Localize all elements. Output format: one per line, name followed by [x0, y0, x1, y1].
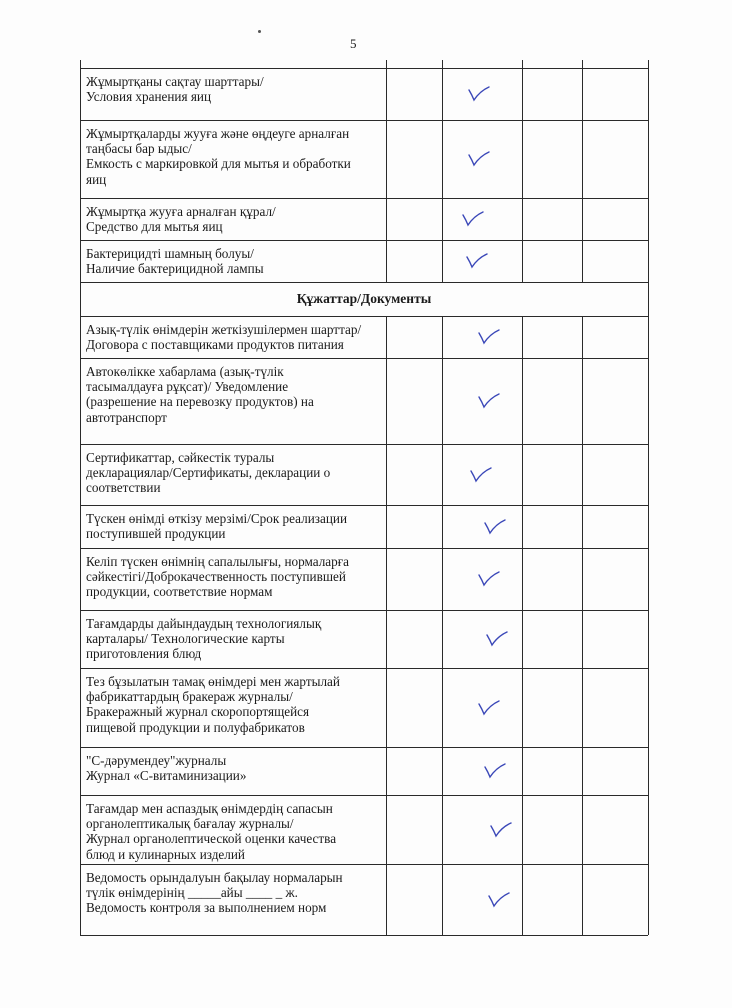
checkmark-icon [484, 519, 506, 535]
requirement-text: Тағамдарды дайындаудың технологиялық карталары/ Технологические карты приготовления блюд [86, 616, 322, 662]
page-number: 5 [350, 36, 357, 51]
table-rule [80, 316, 648, 317]
checkmark-icon [478, 393, 500, 409]
table-rule [582, 316, 583, 935]
table-rule [80, 935, 648, 936]
requirement-text: Ведомость орындалуын бақылау нормаларын түлік өнімдерінің _____айы ____ _ ж. Ведомость контроля за выполнением норм [86, 870, 343, 916]
checkmark-icon [462, 211, 484, 227]
checkmark-icon [470, 467, 492, 483]
requirement-text: Бактерицидті шамның болуы/ Наличие бактерицидной лампы [86, 246, 264, 277]
requirement-text: Азық-түлік өнімдерін жеткізушілермен шарттар/ Договора с поставщиками продуктов питания [86, 322, 362, 353]
requirement-text: Жұмыртқаларды жууға және өңдеуге арналған таңбасы бар ыдыс/ Емкость с маркировкой для мытья и обработки яиц [86, 126, 351, 187]
table-rule [80, 610, 648, 611]
table-rule [80, 240, 648, 241]
table-rule [80, 864, 648, 865]
table-rule [386, 316, 387, 935]
table-rule [80, 548, 648, 549]
table-rule [522, 60, 523, 282]
table-rule [80, 60, 81, 935]
checkmark-icon [486, 631, 508, 647]
table-rule [80, 795, 648, 796]
table-rule [80, 68, 648, 69]
requirement-text: Автокөлікке хабарлама (азық-түлік тасымалдауға рұқсат)/ Уведомление (разрешение на перевозку продуктов) на автотранспорт [86, 364, 314, 425]
requirement-text: Жұмыртқа жууға арналған құрал/ Средство для мытья яиц [86, 204, 276, 235]
checkmark-icon [484, 763, 506, 779]
requirement-text: Түскен өнімді өткізу мерзімі/Срок реализации поступившей продукции [86, 511, 348, 542]
table-rule [80, 358, 648, 359]
requirement-text: Тез бұзылатын тамақ өнімдері мен жартылай фабрикаттардың бракераж журналы/ Бракеражный журнал скоропортящейся пищевой продукции и полуфабрикатов [86, 674, 340, 735]
table-rule [80, 444, 648, 445]
table-rule [80, 120, 648, 121]
requirement-text: Жұмыртқаны сақтау шарттары/ Условия хранения яиц [86, 74, 264, 105]
table-rule [386, 60, 387, 282]
checkmark-icon [488, 892, 510, 908]
checkmark-icon [478, 700, 500, 716]
checkmark-icon [466, 253, 488, 269]
section-header-documents: Құжаттар/Документы [296, 291, 432, 306]
table-rule [80, 282, 648, 283]
requirement-text: Келіп түскен өнімнің сапалылығы, нормаларға сәйкестігі/Доброкачественность поступившей продукции, соответствие нормам [86, 554, 350, 600]
requirement-text: Тағамдар мен аспаздық өнімдердің сапасын органолептикалық бағалау журналы/ Журнал органолептической оценки качества блюд и кулинарных изделий [86, 801, 337, 862]
checkmark-icon [478, 571, 500, 587]
table-rule [442, 316, 443, 935]
table-rule [648, 60, 649, 935]
table-rule [522, 316, 523, 935]
requirement-text: "С-дәрумендеу"журналы Журнал «С-витаминизации» [86, 753, 247, 784]
checkmark-icon [468, 151, 490, 167]
table-rule [582, 60, 583, 282]
table-rule [442, 60, 443, 282]
requirement-text: Сертификаттар, сәйкестік туралы декларациялар/Сертификаты, декларации о соответствии [86, 450, 331, 496]
table-rule [80, 668, 648, 669]
table-rule [80, 505, 648, 506]
checkmark-icon [490, 822, 512, 838]
table-rule [80, 198, 648, 199]
table-rule [80, 747, 648, 748]
checkmark-icon [478, 329, 500, 345]
checkmark-icon [468, 86, 490, 102]
